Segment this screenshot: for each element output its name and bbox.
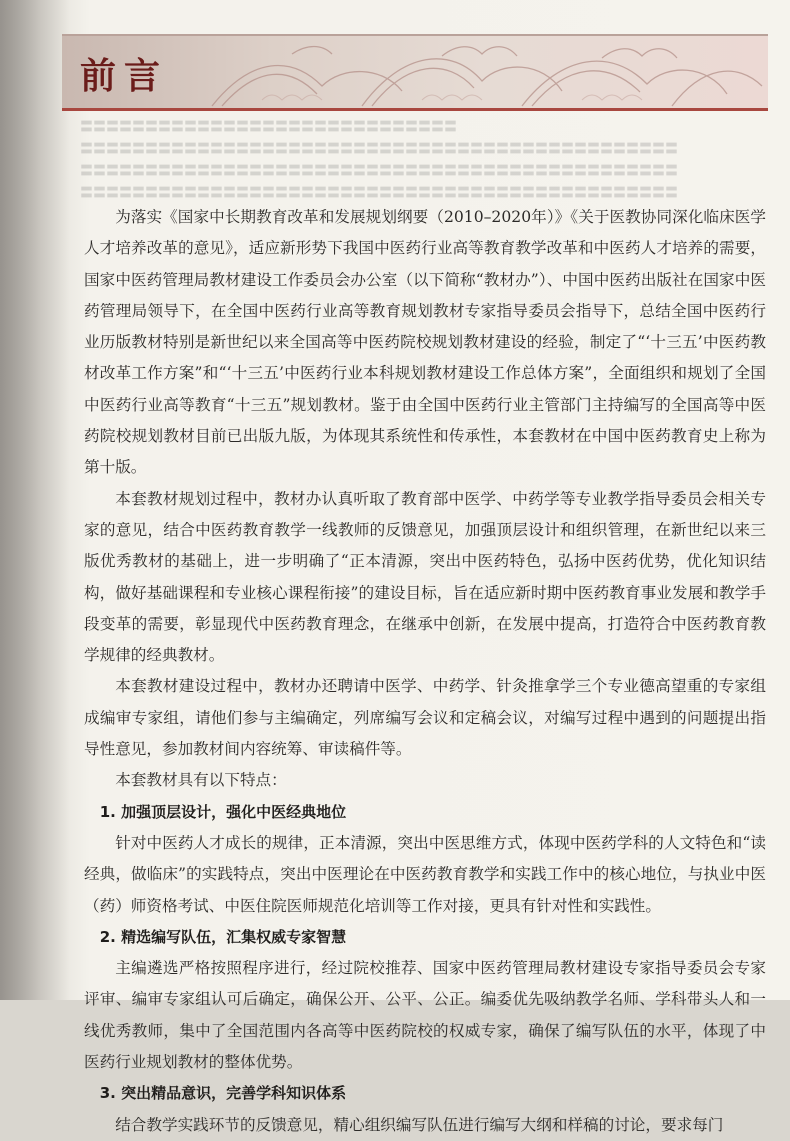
paragraph: 本套教材建设过程中，教材办还聘请中医学、中药学、针灸推拿学三个专业德高望重的专家组成编审专家组，请他们参与主编确定，列席编写会议和定稿会议，对编写过程中遇到的问题提出指导性意见，参加教材间内容统筹、审读稿件等。 <box>84 677 766 759</box>
bleed-through-text: 〓〓〓〓〓〓〓〓〓〓〓〓〓〓〓〓〓〓〓〓〓〓〓〓〓〓〓〓〓〓〓〓〓〓〓〓〓〓〓〓〓〓〓〓〓〓 〓〓〓〓〓〓〓〓〓〓〓〓〓〓〓〓〓〓〓〓〓〓〓〓〓〓〓〓〓〓〓〓〓〓〓〓〓〓〓〓〓〓〓〓〓〓 〓〓〓〓〓〓〓〓〓〓〓〓〓〓〓〓〓〓〓〓〓〓〓〓〓〓〓〓〓〓〓〓〓〓〓〓〓〓〓〓〓〓〓〓〓〓 〓〓〓〓〓〓〓〓〓〓〓〓〓〓〓〓〓〓〓〓〓〓〓〓〓〓〓〓〓 <box>80 117 679 198</box>
header-banner <box>62 34 768 111</box>
paragraph: 本套教材具有以下特点： <box>115 771 287 790</box>
paragraph: 结合教学实践环节的反馈意见，精心组织编写队伍进行编写大纲和样稿的讨论，要求每门 <box>115 1115 724 1134</box>
paragraph: 为落实《国家中长期教育改革和发展规划纲要（2010–2020年）》《关于医教协同深化临床医学人才培养改革的意见》，适应新形势下我国中医药行业高等教育教学改革和中医药人才培养的需要，国家中医药管理局教材建设工作委员会办公室（以下简称“教材办”）、中国中医药出版社在国家中医药管理局领导下，在全国中医药行业高等教育规划教材专家指导委员会指导下，总结全国中医药行业历版教材特别是新世纪以来全国高等中医药院校规划教材建设的经验，制定了“‘十三五’中医药教材改革工作方案”和“‘十三五’中医药行业本科规划教材建设工作总体方案”，全面组织和规划了全国中医药行业高等教育“十三五”规划教材。鉴于由全国中医药行业主管部门主持编写的全国高等中医药院校规划教材目前已出版九版，为体现其系统性和传承性，本套教材在中国中医药教育史上称为第十版。 <box>84 208 766 477</box>
paragraph: 针对中医药人才成长的规律，正本清源，突出中医思维方式，体现中医药学科的人文特色和“读经典，做临床”的实践特点，突出中医理论在中医药教育教学和实践工作中的核心地位，与执业中医（药）师资格考试、中医住院医师规范化培训等工作对接，更具有针对性和实践性。 <box>84 833 766 915</box>
section-heading: 2. 精选编写队伍，汇集权威专家智慧 <box>99 927 347 946</box>
preface-body <box>84 202 766 1141</box>
section-heading: 3. 突出精品意识，完善学科知识体系 <box>99 1084 347 1103</box>
scan-shadow <box>0 0 70 1000</box>
paragraph: 本套教材规划过程中，教材办认真听取了教育部中医学、中药学等专业教学指导委员会相关专家的意见，结合中医药教育教学一线教师的反馈意见，加强顶层设计和组织管理，在新世纪以来三版优秀教材的基础上，进一步明确了“正本清源，突出中医药特色，弘扬中医药优势，优化知识结构，做好基础课程和专业核心课程衔接”的建设目标，旨在适应新时期中医药教育事业发展和教学手段变革的需要，彰显现代中医药教育理念，在继承中创新，在发展中提高，打造符合中医药教育教学规律的经典教材。 <box>84 489 766 665</box>
page-title: 前言 <box>80 56 169 97</box>
paragraph: 主编遴选严格按照程序进行，经过院校推荐、国家中医药管理局教材建设专家指导委员会专家评审、编审专家组认可后确定，确保公开、公平、公正。编委优先吸纳教学名师、学科带头人和一线优秀教师，集中了全国范围内各高等中医药院校的权威专家，确保了编写队伍的水平，体现了中医药行业规划教材的整体优势。 <box>84 959 766 1072</box>
section-heading: 1. 加强顶层设计，强化中医经典地位 <box>99 802 347 821</box>
